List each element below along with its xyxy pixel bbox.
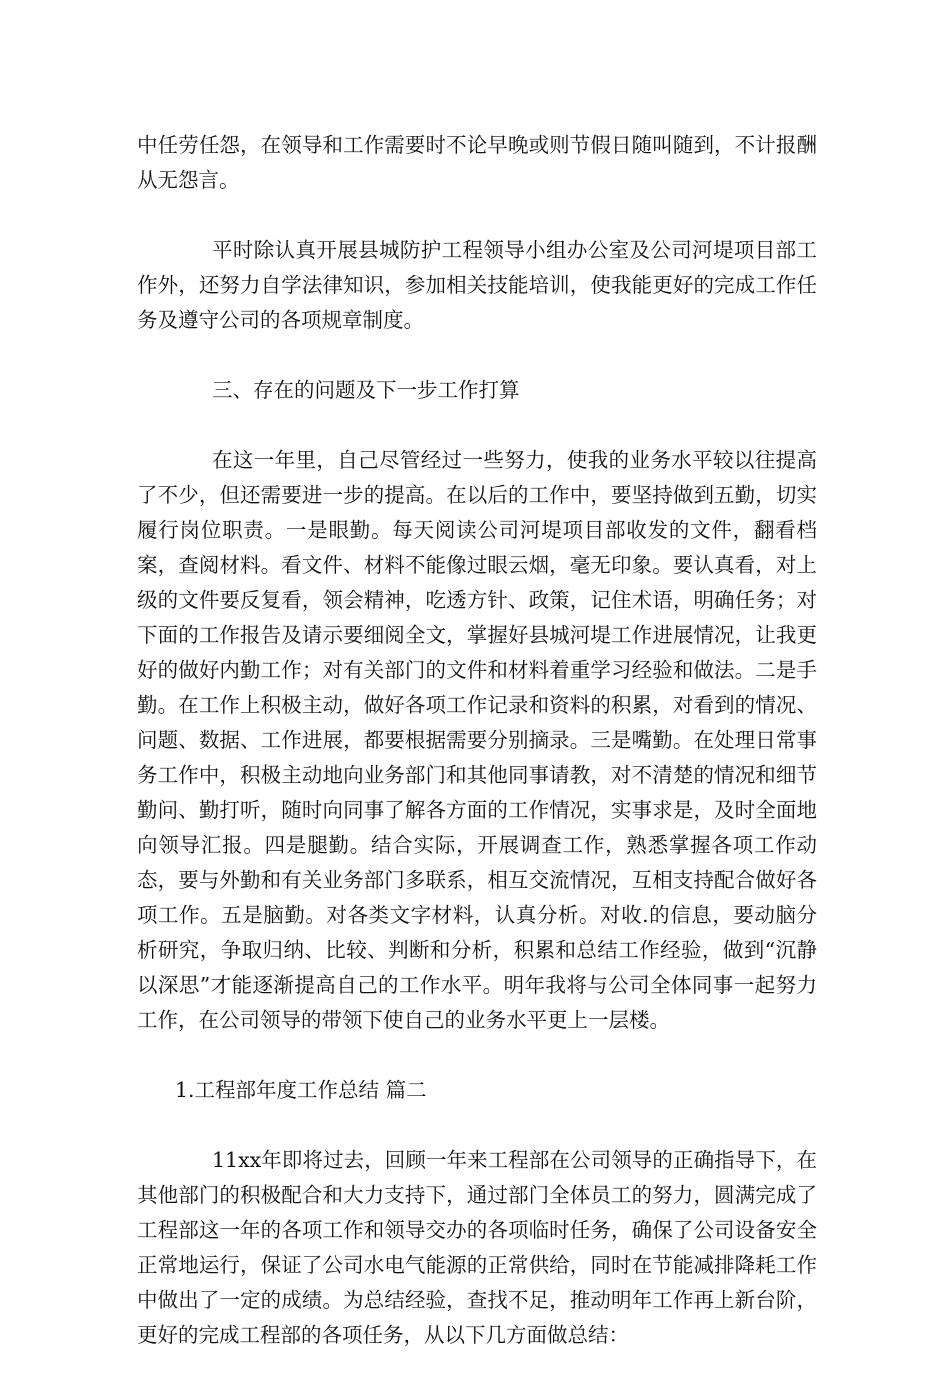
- section-heading-engineering-summary: 1.工程部年度工作总结 篇二: [175, 1078, 427, 1102]
- section-heading-problems-plans: 三、存在的问题及下一步工作打算: [212, 378, 520, 402]
- paragraph-engineering-intro: 11xx年即将过去，回顾一年来工程部在公司领导的正确指导下，在其他部门的积极配合和大力支持下，通过部门全体员工的努力，圆满完成了工程部这一年的各项工作和领导交办的各项临时任务，确保了公司设备安全正常地运行，保证了公司水电气能源的正常供给，同时在节能减排降耗工作中做出了一定的成绩。为总结经验，查找不足，推动明年工作再上新台阶，更好的完成工程部的各项任务，从以下几方面做总结：: [137, 1148, 817, 1347]
- paragraph-self-study: 平时除认真开展县城防护工程领导小组办公室及公司河堤项目部工作外，还努力自学法律知识，参加相关技能培训，使我能更好的完成工作任务及遵守公司的各项规章制度。: [137, 238, 817, 332]
- paragraph-continuation: 中任劳任怨，在领导和工作需要时不论早晚或则节假日随叫随到，不计报酬从无怨言。: [137, 133, 817, 192]
- document-body: [137, 128, 817, 1388]
- paragraph-five-diligences: 在这一年里，自己尽管经过一些努力，使我的业务水平较以往提高了不少，但还需要进一步的提高。在以后的工作中，要坚持做到五勤，切实履行岗位职责。一是眼勤。每天阅读公司河堤项目部收发的文件，翻看档案，查阅材料。看文件、材料不能像过眼云烟，毫无印象。要认真看，对上级的文件要反复看，领会精神，吃透方针、政策，记住术语，明确任务；对下面的工作报告及请示要细阅全文，掌握好县城河堤工作进展情况，让我更好的做好内勤工作；对有关部门的文件和材料着重学习经验和做法。二是手勤。在工作上积极主动，做好各项工作记录和资料的积累，对看到的情况、问题、数据、工作进展，都要根据需要分别摘录。三是嘴勤。在处理日常事务工作中，积极主动地向业务部门和其他同事请教，对不清楚的情况和细节勤问、勤打听，随时向同事了解各方面的工作情况，实事求是，及时全面地向领导汇报。四是腿勤。结合实际，开展调查工作，熟悉掌握各项工作动态，要与外勤和有关业务部门多联系，相互交流情况，互相支持配合做好各项工作。五是脑勤。对各类文字材料，认真分析。对收.的信息，要动脑分析研究，争取归纳、比较、判断和分析，积累和总结工作经验，做到“沉静以深思”才能逐渐提高自己的工作水平。明年我将与公司全体同事一起努力工作，在公司领导的带领下使自己的业务水平更上一层楼。: [137, 448, 817, 1032]
